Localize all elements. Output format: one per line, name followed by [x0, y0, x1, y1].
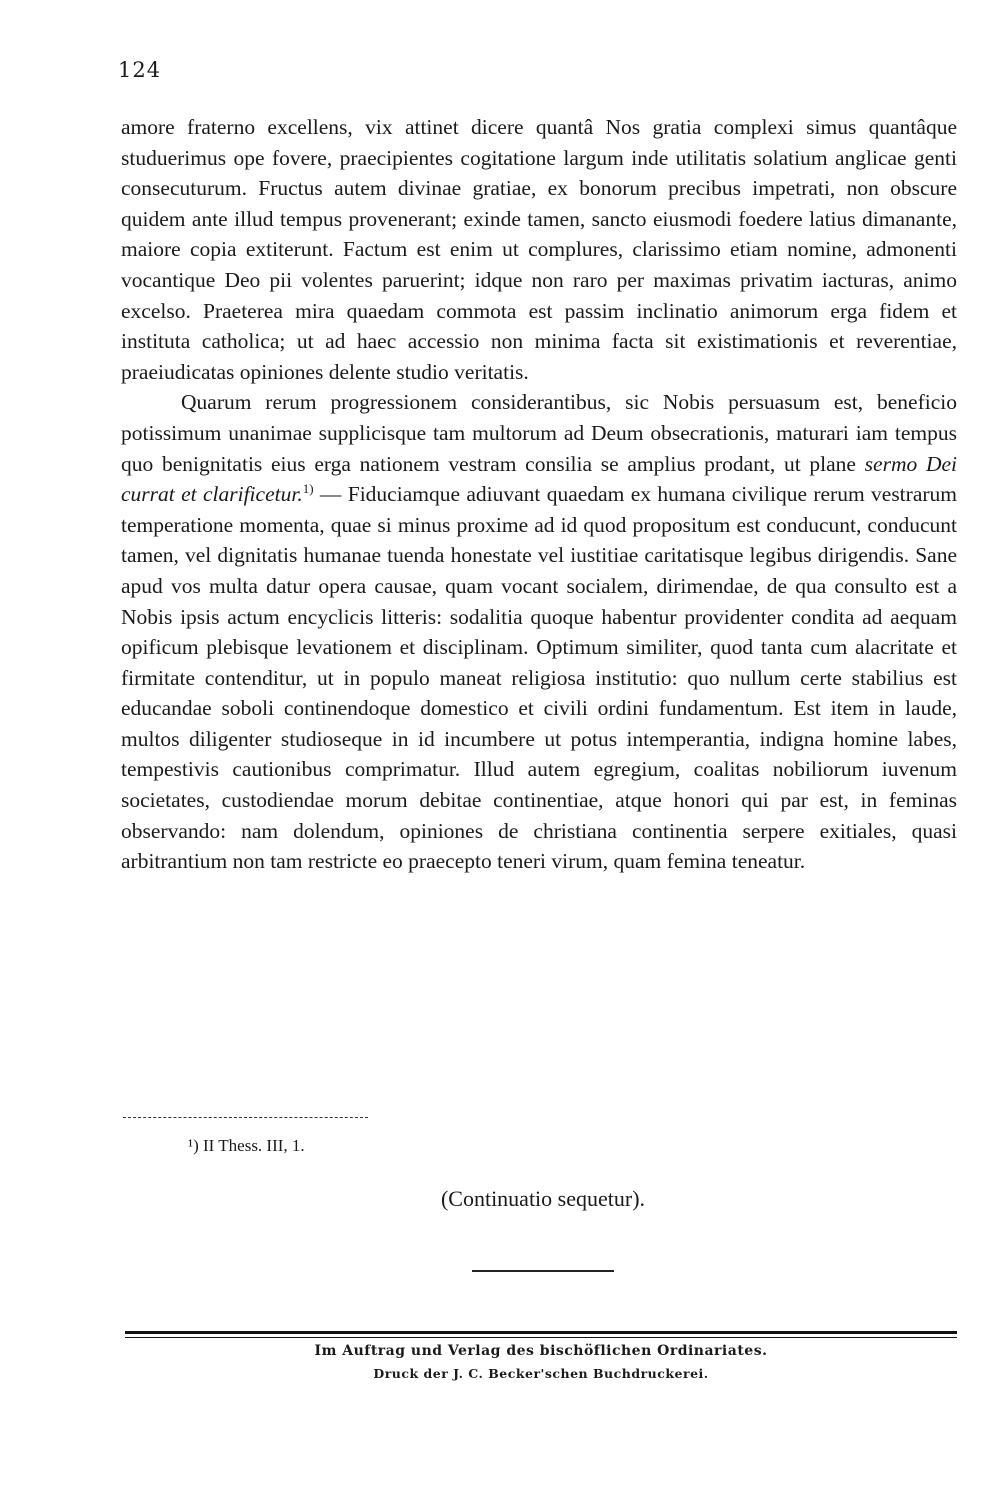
footnote-ref: 1): [302, 480, 314, 496]
imprint-rule-thin: [125, 1337, 957, 1338]
page-number: 124: [118, 58, 162, 82]
end-rule: [472, 1270, 614, 1272]
footnote: ¹) II Thess. III, 1.: [188, 1136, 305, 1155]
imprint-printer: Druck der J. C. Becker'schen Buchdruckerei.: [373, 1366, 709, 1381]
paragraph: [121, 387, 957, 877]
quotation-italic: sermo Dei currat et clarificetur.: [121, 451, 957, 507]
paragraph-text: amore fraterno excellens, vix attinet dicere quantâ Nos gratia complexi simus quantâque studuerimus ope fovere, praecipientes cogitatione largum inde utilitatis solatium anglicae genti consecuturum. Fructus autem divinae gratiae, ex bonorum precibus impetrati, non obscure quidem ante illud tempus provenerant; exinde tamen, sancto eiusmodi foedere latius dimanante, maiore copia extiterunt. Factum est enim ut complures, clarissimo etiam nomine, admonenti vocantique Deo pii volentes paruerint; idque non raro per maximas privatim iacturas, animo excelso. Praeterea mira quaedam commota est passim inclinatio animorum erga fidem et instituta catholica; ut ad haec accessio non minima facta sit existimationis et reverentiae, praeiudicatas opiniones delente studio veritatis.: [121, 115, 957, 384]
continuation-note: (Continuatio sequetur).: [440, 1186, 646, 1211]
paragraph: [121, 112, 957, 387]
footnote-rule: [123, 1117, 368, 1118]
paragraph-text: — Fiduciamque adiuvant quaedam ex humana civilique rerum vestrarum temperatione momenta, quae si minus proxime ad id quod propositum est conducunt, conducunt tamen, vel dignitatis humanae tuenda honestate vel iustitiae caritatisque legibus dirigendis. Sane apud vos multa datur opera causae, quam vocant socialem, dirimendae, de qua consulto est a Nobis ipsis actum encyclicis litteris: sodalitia quoque habentur providenter condita ad aequam opificum plebisque levationem et disciplinam. Optimum similiter, quod tanta cum alacritate et firmitate contenditur, ut in populo maneat religiosa institutio: quo nullum certe stabilius est educandae soboli continendoque domestico et civili ordini fundamentum. Est item in laude, multos diligenter studioseque in id incumbere ut potus intemperantia, indigna homine labes, tempestivis cautionibus comprimatur. Illud autem egregium, coalitas nobiliorum iuvenum societates, custodiendae morum debitae continentiae, atque honori qui par est, in feminas observando: nam dolendum, opiniones de christiana continentia serpere exitiales, quasi arbitrantium non tam restricte eo praecepto teneri virum, quam femina teneatur.: [121, 482, 957, 874]
paragraph-text: Quarum rerum progressionem considerantibus, sic Nobis persuasum est, beneficio potissimum unanimae supplicisque tam multorum ad Deum obsecrationis, maturari iam tempus quo benignitatis eius erga nationem vestram consilia se amplius prodant, ut plane: [121, 390, 957, 476]
imprint-publisher: Im Auftrag und Verlag des bischöflichen Ordinariates.: [314, 1343, 768, 1359]
body-text: [121, 112, 957, 877]
imprint-rule-thick: [125, 1331, 957, 1334]
